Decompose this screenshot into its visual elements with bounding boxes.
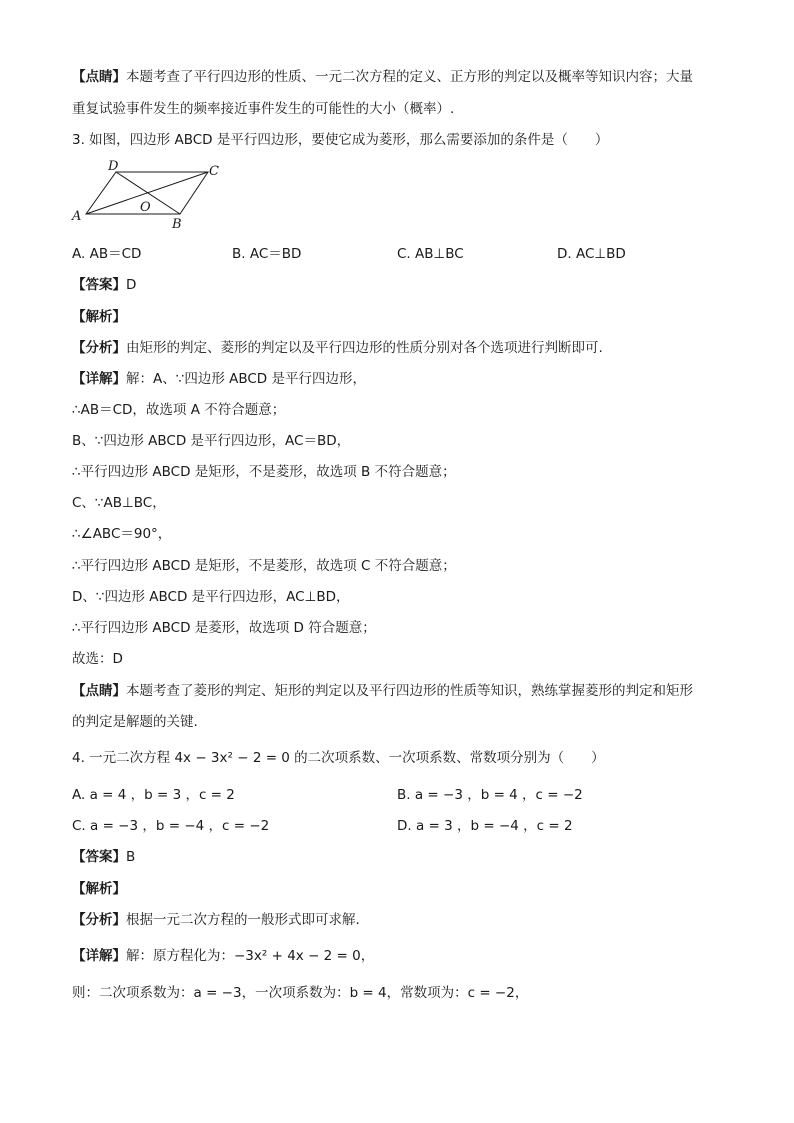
line-text: 3. 如图，四边形 ABCD 是平行四边形，要使它成为菱形，那么需要添加的条件是（ ） <box>72 132 609 148</box>
q3-option-b: B. AC＝BD <box>232 246 302 262</box>
label-b: B <box>172 217 182 232</box>
line-text: 的判定是解题的关键. <box>72 714 198 730</box>
q3-option-d: D. AC⊥BD <box>557 246 626 262</box>
question-4-stem <box>72 749 605 767</box>
text-line <box>72 68 693 86</box>
text-line <box>72 619 376 637</box>
text-line <box>72 339 603 357</box>
q4-option-a: A. a = 4 ，b = 3 ，c = 2 <box>72 787 235 803</box>
answer-line <box>72 848 135 866</box>
line-text: 解：A、∵四边形 ABCD 是平行四边形， <box>126 371 366 387</box>
text-line <box>72 100 454 118</box>
parallelogram-figure <box>68 156 228 236</box>
text-line <box>72 370 366 388</box>
text-line <box>72 682 693 700</box>
section-tag: 【分析】 <box>72 912 126 928</box>
line-text: 本题考查了菱形的判定、矩形的判定以及平行四边形的性质等知识，熟练掌握菱形的判定和矩形 <box>126 683 693 699</box>
line-text: 4. 一元二次方程 4x − 3x² − 2 = 0 的二次项系数、一次项系数、常数项分别为（ ） <box>72 750 605 766</box>
text-line <box>72 494 166 512</box>
text-line <box>72 984 528 1002</box>
q3-option-c: C. AB⊥BC <box>397 246 464 262</box>
line-text: ∴平行四边形 ABCD 是菱形，故选项 D 符合题意； <box>72 620 376 636</box>
text-line <box>72 588 350 606</box>
q4-option-c: C. a = −3 ，b = −4 ，c = −2 <box>72 818 270 834</box>
section-tag: 【点睛】 <box>72 683 126 699</box>
section-tag: 【详解】 <box>72 371 126 387</box>
label-d: D <box>108 159 119 174</box>
line-text: ∴平行四边形 ABCD 是矩形，不是菱形，故选项 B 不符合题意； <box>72 464 456 480</box>
line-text: 则：二次项系数为：a = −3，一次项系数为：b = 4，常数项为：c = −2， <box>72 985 529 1001</box>
text-line <box>72 432 350 450</box>
line-text: B、∵四边形 ABCD 是平行四边形，AC＝BD， <box>72 433 351 449</box>
q4-option-d: D. a = 3 ，b = −4 ，c = 2 <box>397 818 573 834</box>
section-tag: 【点睛】 <box>72 69 126 85</box>
line-text: C、∵AB⊥BC， <box>72 495 166 511</box>
line-text: B <box>126 849 136 865</box>
question-3-stem <box>72 131 608 149</box>
line-text: D <box>126 277 137 293</box>
section-tag: 【分析】 <box>72 340 126 356</box>
line-text: 重复试验事件发生的频率接近事件发生的可能性的大小（概率）. <box>72 101 455 117</box>
line-text: 故选：D <box>72 651 123 667</box>
section-tag: 【解析】 <box>72 881 126 897</box>
analysis-heading <box>72 308 126 326</box>
line-text: ∴平行四边形 ABCD 是矩形，不是菱形，故选项 C 不符合题意； <box>72 558 456 574</box>
line-text: ∴AB＝CD，故选项 A 不符合题意； <box>72 402 286 418</box>
q3-option-a: A. AB＝CD <box>72 246 142 262</box>
text-line <box>72 713 198 731</box>
analysis-heading <box>72 880 126 898</box>
text-line <box>72 557 456 575</box>
label-c: C <box>209 164 219 179</box>
label-o: O <box>140 200 151 215</box>
text-line <box>72 525 171 543</box>
answer-line <box>72 276 136 294</box>
line-text: 本题考查了平行四边形的性质、一元二次方程的定义、正方形的判定以及概率等知识内容；大量 <box>126 69 693 85</box>
section-tag: 【解析】 <box>72 309 126 325</box>
text-line <box>72 401 285 419</box>
label-a: A <box>72 209 82 224</box>
line-text: ∴∠ABC＝90°， <box>72 526 172 542</box>
section-tag: 【答案】 <box>72 849 126 865</box>
text-line <box>72 947 374 965</box>
section-tag: 【详解】 <box>72 948 126 964</box>
text-line <box>72 911 360 929</box>
text-line <box>72 463 456 481</box>
section-tag: 【答案】 <box>72 277 126 293</box>
line-text: 解：原方程化为：−3x² + 4x − 2 = 0， <box>126 948 375 964</box>
line-text: 由矩形的判定、菱形的判定以及平行四边形的性质分别对各个选项进行判断即可. <box>126 340 603 356</box>
line-text: 根据一元二次方程的一般形式即可求解. <box>126 912 360 928</box>
q4-option-b: B. a = −3 ，b = 4 ，c = −2 <box>397 787 583 803</box>
line-text: D、∵四边形 ABCD 是平行四边形，AC⊥BD， <box>72 589 350 605</box>
text-line <box>72 650 123 668</box>
